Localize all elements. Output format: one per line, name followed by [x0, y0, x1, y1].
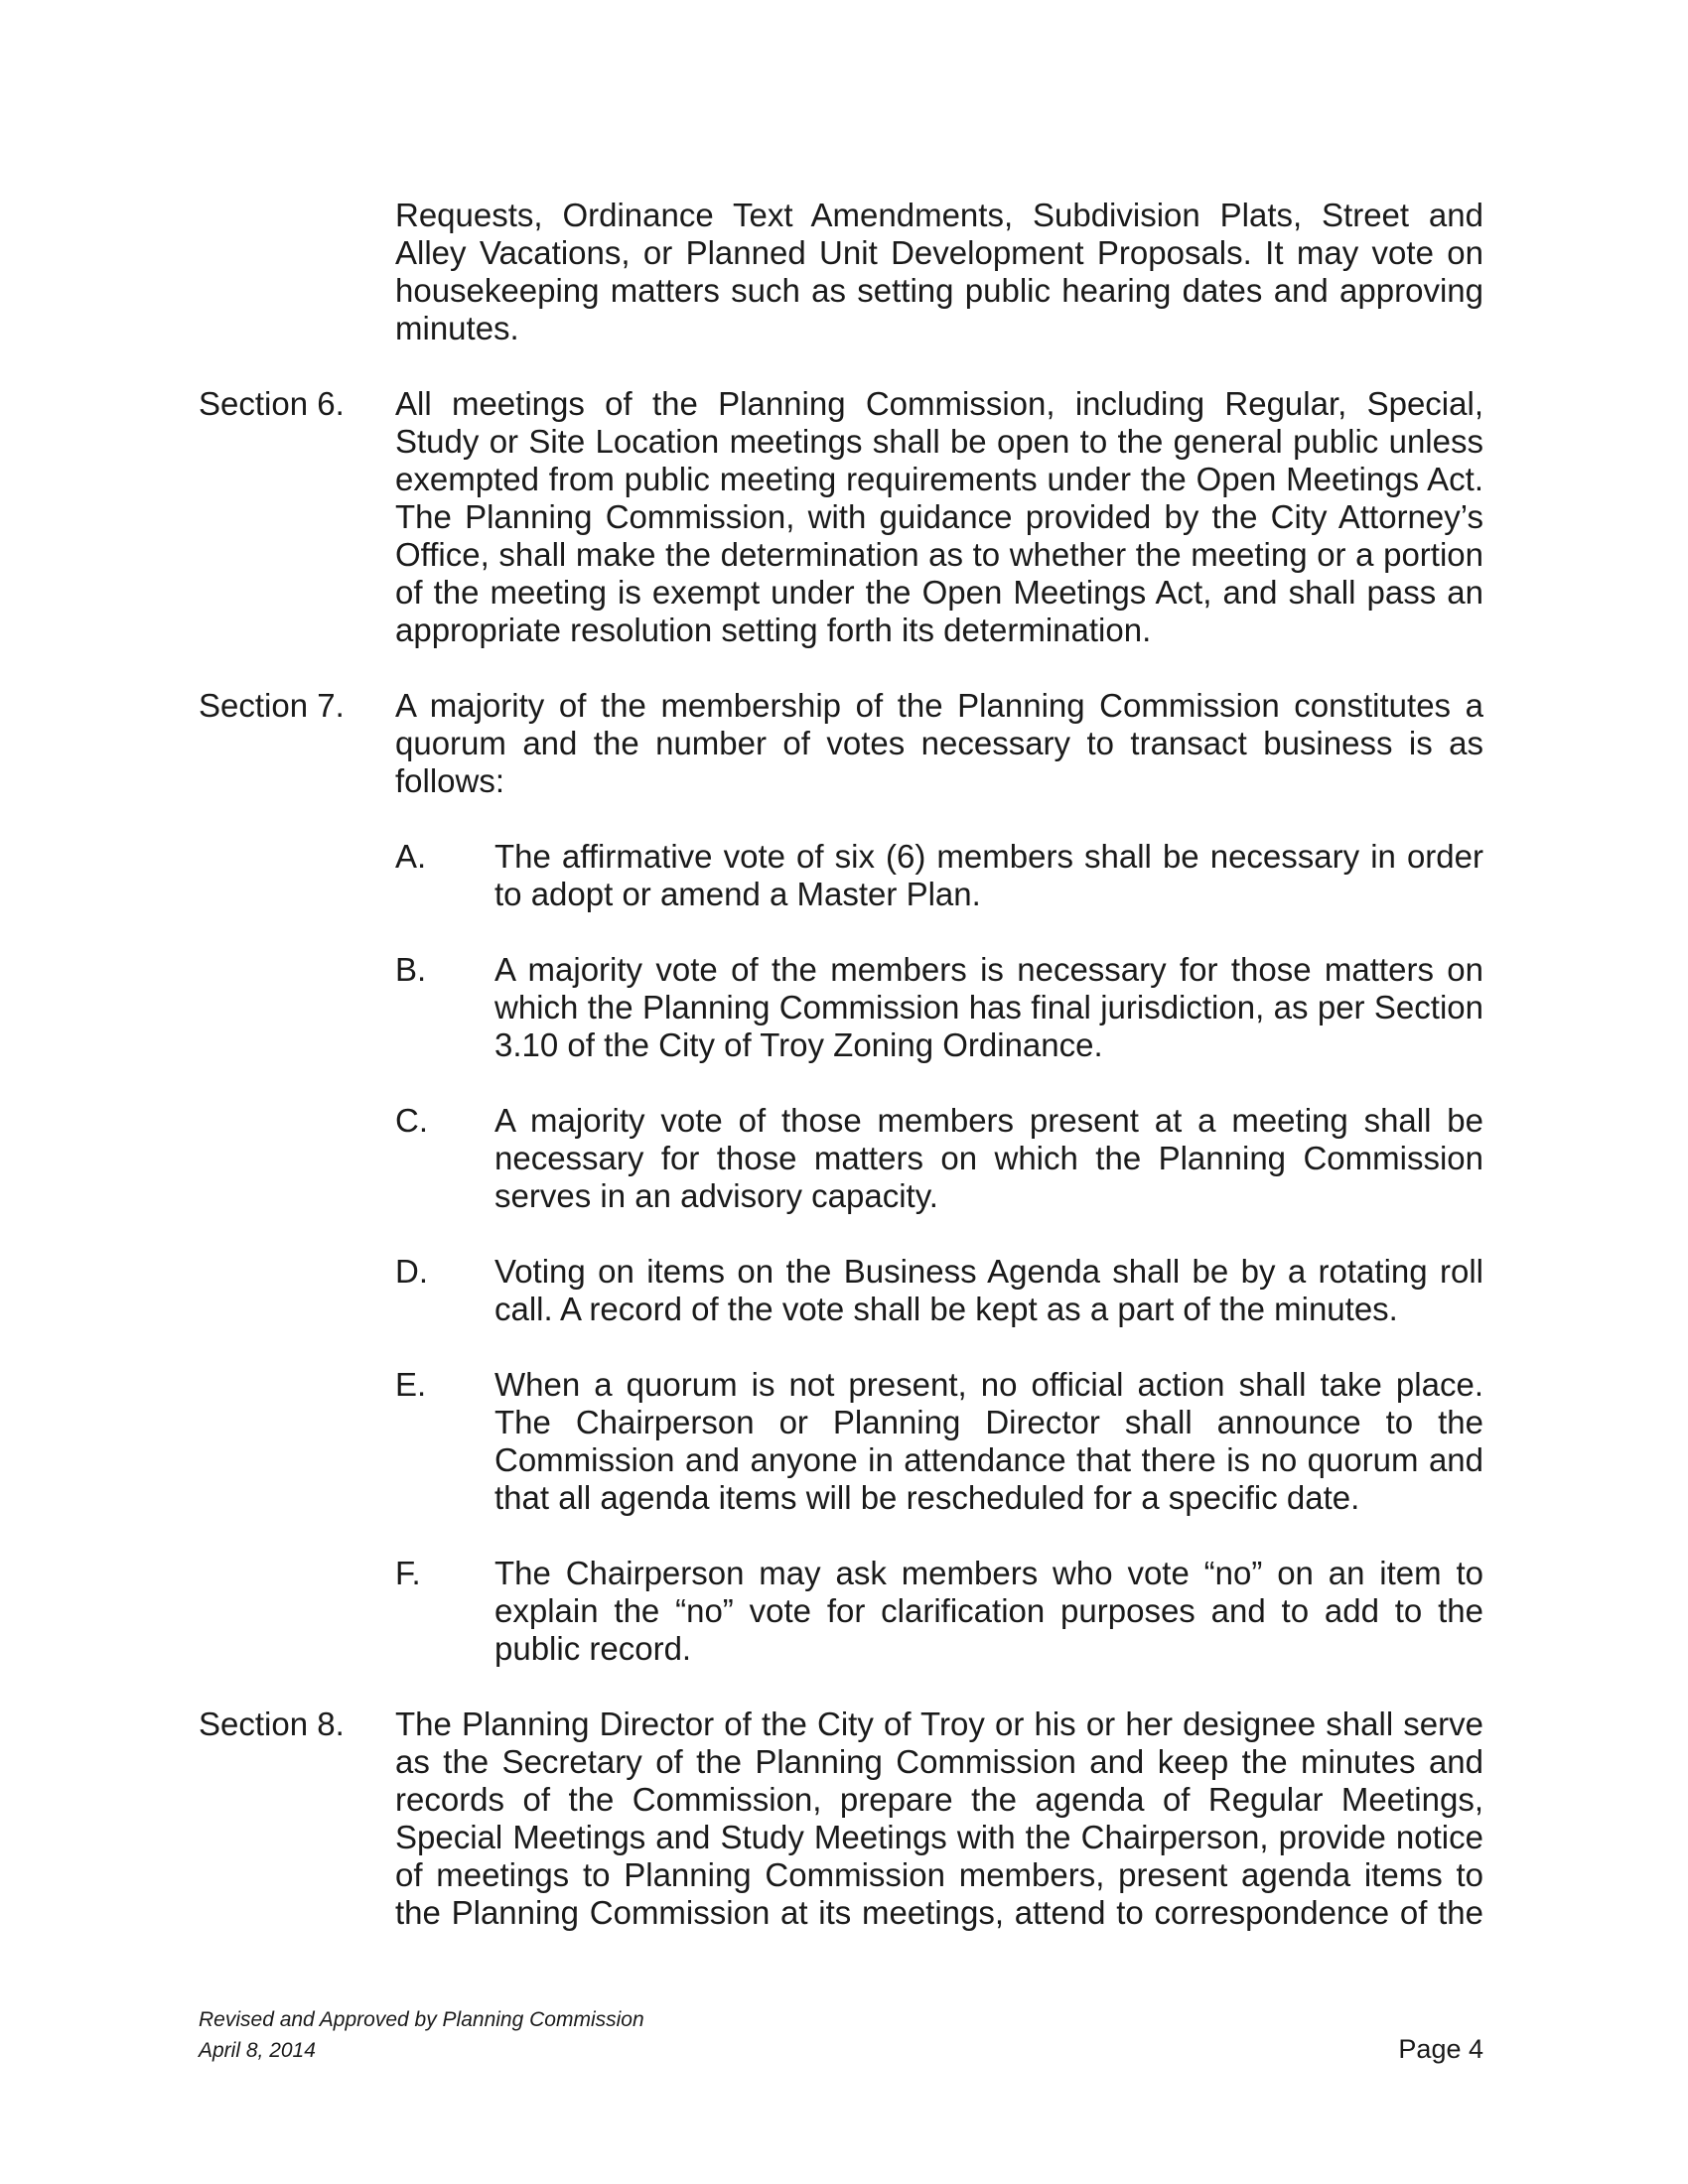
item-a-text: The affirmative vote of six (6) members shall be necessary in order to adopt or amend a Master Plan.	[494, 838, 1483, 912]
item-f-label: F.	[395, 1555, 421, 1591]
item-e-text: When a quorum is not present, no official action shall take place. The Chairperson or Planning Director shall announce to the Commission and anyone in attendance that there is no quorum and that all agenda items will be rescheduled for a specific date.	[494, 1366, 1483, 1516]
item-a-label: A.	[395, 838, 427, 875]
section-6-text: All meetings of the Planning Commission, including Regular, Special, Study or Site Location meetings shall be open to the general public unless exempted from public meeting requirements under the Open Meetings Act. The Planning Commission, with guidance provided by the City Attorney’s Office, shall make the determination as to whether the meeting or a portion of the meeting is exempt under the Open Meetings Act, and shall pass an appropriate resolution setting forth its determination.	[395, 385, 1483, 648]
section-7-label: Section 7.	[199, 687, 345, 724]
section-8-label: Section 8.	[199, 1706, 345, 1742]
footer-revision-note: Revised and Approved by Planning Commission	[199, 2008, 644, 2031]
section-7-text: A majority of the membership of the Planning Commission constitutes a quorum and the number of votes necessary to transact business is as follows:	[395, 687, 1483, 799]
section-8-text: The Planning Director of the City of Troy or his or her designee shall serve as the Secretary of the Planning Commission and keep the minutes and records of the Commission, prepare the agenda of Regular Meetings, Special Meetings and Study Meetings with the Chairperson, provide notice of meetings to Planning Commission members, present agenda items to the Planning Commission at its meetings, attend to correspondence of the	[395, 1706, 1483, 1931]
page-number: Page 4	[1398, 2034, 1483, 2064]
item-b-label: B.	[395, 951, 427, 988]
item-d-text: Voting on items on the Business Agenda shall be by a rotating roll call. A record of the vote shall be kept as a part of the minutes.	[494, 1253, 1483, 1327]
section-6-label: Section 6.	[199, 385, 345, 422]
item-b-text: A majority vote of the members is necessary for those matters on which the Planning Commission has final jurisdiction, as per Section 3.10 of the City of Troy Zoning Ordinance.	[494, 951, 1483, 1063]
item-f-text: The Chairperson may ask members who vote “no” on an item to explain the “no” vote for clarification purposes and to add to the public record.	[494, 1555, 1483, 1667]
continuation-paragraph: Requests, Ordinance Text Amendments, Subdivision Plats, Street and Alley Vacations, or Planned Unit Development Proposals. It may vote on housekeeping matters such as setting public hearing dates and approving minutes.	[395, 197, 1483, 346]
footer-date: April 8, 2014	[199, 2039, 316, 2062]
item-d-label: D.	[395, 1253, 428, 1290]
item-c-label: C.	[395, 1102, 428, 1139]
item-c-text: A majority vote of those members present at a meeting shall be necessary for those matters on which the Planning Commission serves in an advisory capacity.	[494, 1102, 1483, 1214]
item-e-label: E.	[395, 1366, 427, 1403]
